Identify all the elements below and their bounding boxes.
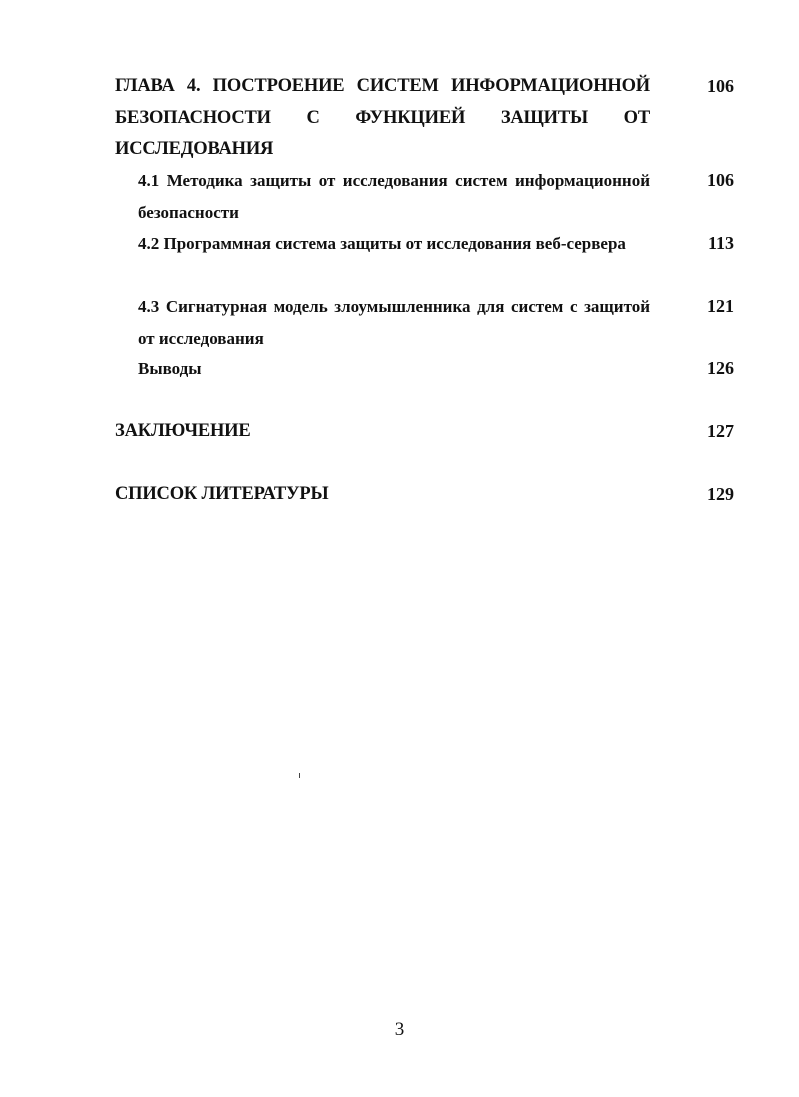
toc-conclusion-page: 127 [707, 421, 734, 441]
toc-section-4-1-title: 4.1 Методика защиты от исследования систем информационной безопасности [138, 171, 650, 222]
toc-conclusions-title: Выводы [138, 359, 202, 378]
toc-conclusions-page: 126 [707, 358, 734, 378]
toc-chapter-4-title: ГЛАВА 4. ПОСТРОЕНИЕ СИСТЕМ ИНФОРМАЦИОННОЙ БЕЗОПАСНОСТИ С ФУНКЦИЕЙ ЗАЩИТЫ ОТ ИССЛЕДОВАНИЯ [115, 76, 650, 159]
toc-references-page: 129 [707, 484, 734, 504]
toc-section-4-3-page: 121 [707, 296, 734, 316]
toc-chapter-4-page: 106 [707, 76, 734, 96]
toc-conclusion-title: ЗАКЛЮЧЕНИЕ [115, 421, 251, 441]
toc-section-4-1-page: 106 [707, 170, 734, 190]
toc-section-4-3-title: 4.3 Сигнатурная модель злоумышленника для систем с защитой от исследования [138, 297, 650, 348]
toc-section-4-2-page: 113 [707, 233, 734, 253]
toc-section-4-2-title: 4.2 Программная система защиты от исследования веб-сервера [138, 234, 626, 253]
scan-speck [299, 773, 300, 778]
page-number: 3 [394, 1019, 405, 1040]
toc-references-title: СПИСОК ЛИТЕРАТУРЫ [115, 484, 329, 504]
